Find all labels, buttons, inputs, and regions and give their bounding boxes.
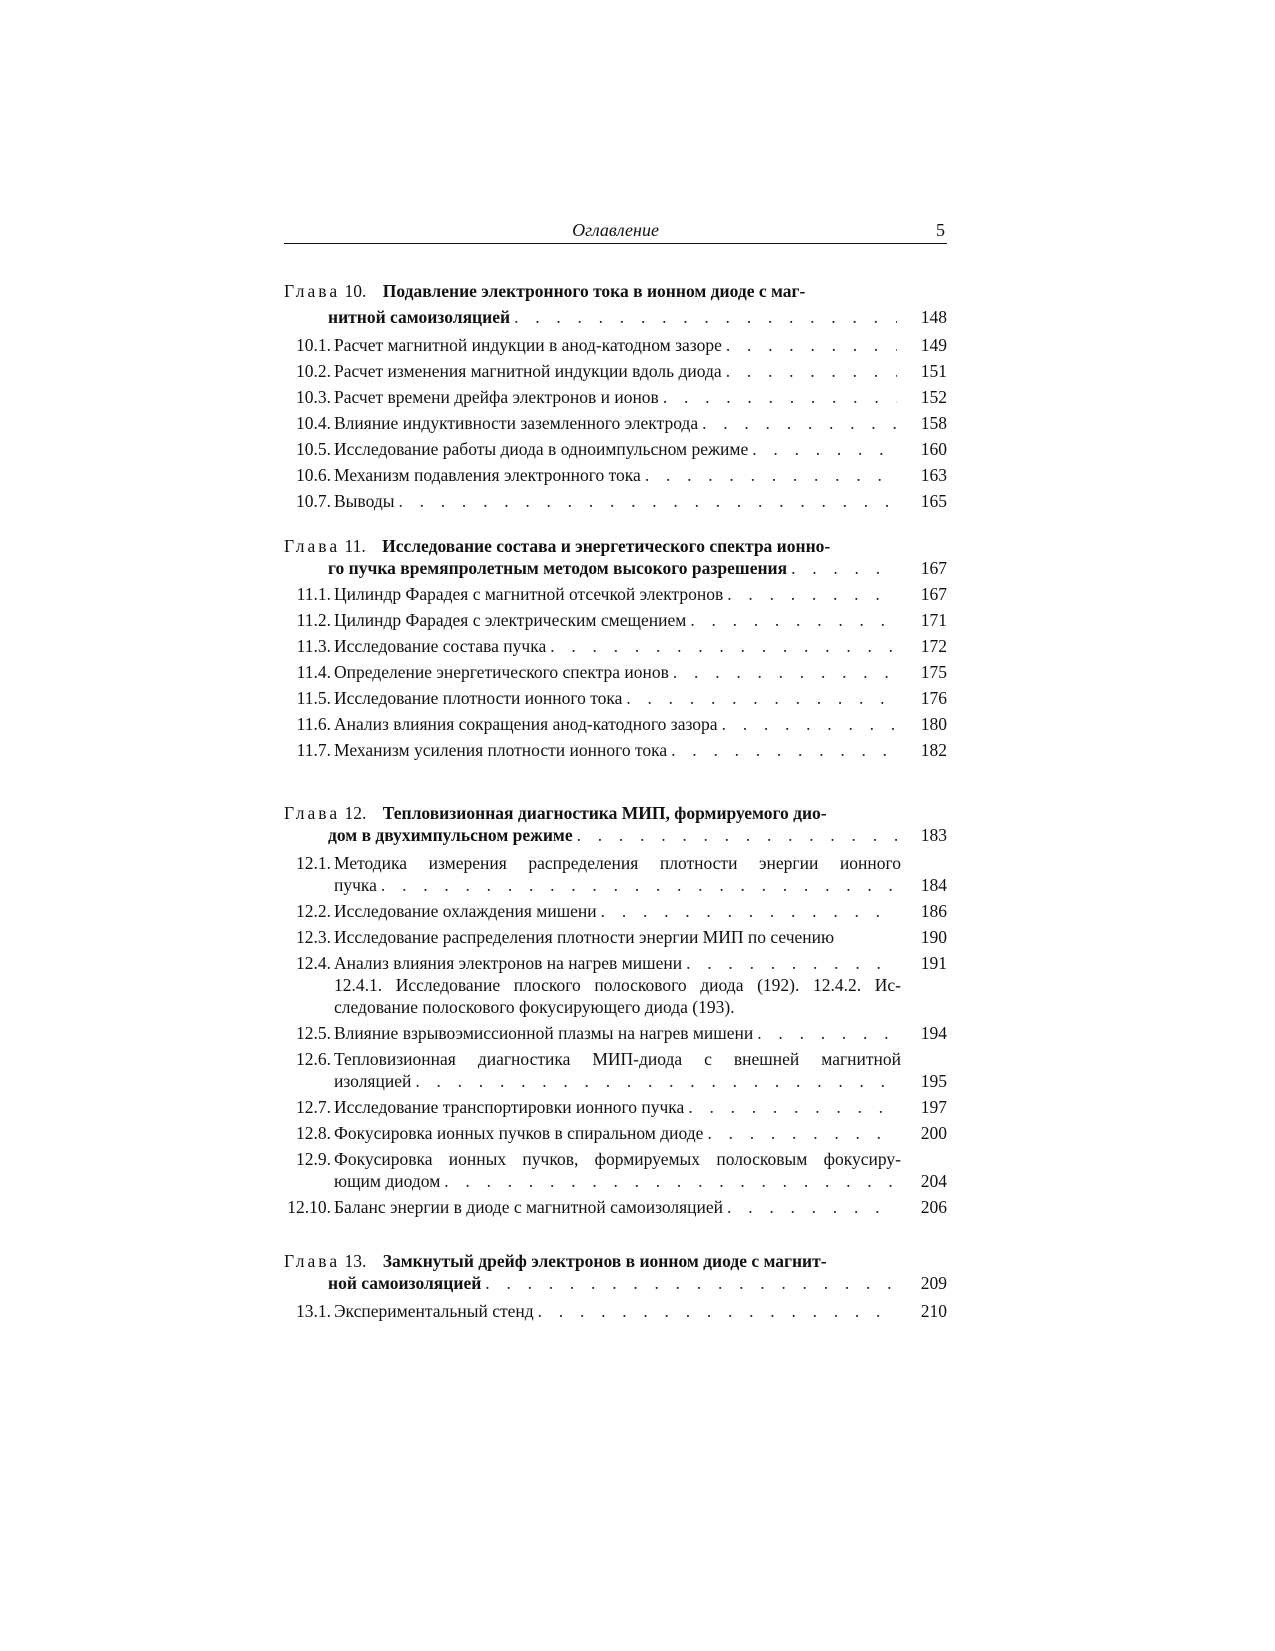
leader-dots [550,635,897,657]
section-title: Анализ влияния сокращения анод-катодного зазора [334,714,718,734]
leader-dots [514,306,897,328]
leader-dots [757,1022,897,1044]
section-title: Расчет времени дрейфа электронов и ионов [334,387,659,407]
leader-dots [415,1070,897,1092]
section-title: Исследование плотности ионного тока [334,688,623,708]
section-page: 197 [920,1097,947,1117]
chapter-label: Глава [284,803,341,823]
section-title: Баланс энергии в диоде с магнитной самоизоляцией [334,1197,724,1217]
toc-chapter-12[interactable] [284,802,947,1222]
section-number: 12.8. [296,1123,331,1143]
toc-section[interactable] [284,926,947,952]
chapter-number: 13. [344,1251,367,1271]
chapter-page: 167 [920,558,947,578]
toc-section[interactable] [284,1148,947,1170]
chapter-number: 12. [344,803,367,823]
section-page: 191 [920,953,947,973]
section-number: 10.1. [296,335,331,355]
leader-dots [398,490,897,512]
section-page: 200 [920,1123,947,1143]
section-title: Исследование охлаждения мишени [334,901,597,921]
section-title: Экспериментальный стенд [334,1301,534,1321]
toc-section[interactable] [284,635,947,661]
chapter-title-line1: Подавление электронного тока в ионном диоде с маг- [382,281,806,301]
section-number: 10.5. [296,439,331,459]
toc-section[interactable] [284,1196,947,1222]
section-number: 11.5. [296,688,331,708]
leader-dots [727,1196,897,1218]
section-page: 182 [920,740,947,760]
section-number: 13.1. [296,1301,331,1321]
leader-dots [727,583,897,605]
header-rule [284,243,947,244]
section-number: 12.4. [296,953,331,973]
leader-dots [381,874,897,896]
section-number: 12.1. [296,853,331,873]
leader-dots [726,334,897,356]
section-page: 176 [920,688,947,708]
section-number: 10.7. [296,491,331,511]
section-title: Фокусировка ионных пучков, формируемых полосковым фокусиру- [334,1149,901,1169]
toc-section[interactable] [284,739,947,765]
page-number: 5 [936,220,945,240]
section-title: Механизм подавления электронного тока [334,465,641,485]
toc-section[interactable] [284,334,947,360]
section-page: 186 [920,901,947,921]
section-page: 184 [920,875,947,895]
chapter-heading-line1 [284,535,947,557]
toc-section[interactable] [284,713,947,739]
leader-dots [722,713,897,735]
section-number: 12.3. [296,927,331,947]
section-number: 11.1. [296,584,331,604]
leader-dots [726,360,897,382]
section-page: 180 [920,714,947,734]
chapter-heading-line1 [284,802,947,824]
leader-dots [752,438,897,460]
section-number: 11.3. [296,636,331,656]
section-page: 165 [920,491,947,511]
leader-dots [485,1272,897,1294]
leader-dots [444,1170,897,1192]
section-number: 12.5. [296,1023,331,1043]
toc-section[interactable] [284,412,947,438]
toc-section[interactable] [284,438,947,464]
section-page: 210 [920,1301,947,1321]
toc-section[interactable] [284,1048,947,1070]
section-number: 10.4. [296,413,331,433]
section-title: Анализ влияния электронов на нагрев мишени [334,953,683,973]
chapter-heading-line1 [284,1250,947,1272]
subsection-list-line2: следование полоскового фокусирующего диода (193). [334,997,735,1017]
section-title: Исследование состава пучка [334,636,547,656]
section-number: 10.6. [296,465,331,485]
chapter-heading-line2 [284,1272,947,1300]
running-header [284,218,947,242]
section-page: 171 [920,610,947,630]
section-number: 12.7. [296,1097,331,1117]
section-number: 12.6. [296,1049,331,1069]
section-page: 172 [920,636,947,656]
section-title: Расчет магнитной индукции в анод-катодном зазоре [334,335,722,355]
section-title: Расчет изменения магнитной индукции вдоль диода [334,361,722,381]
chapter-label: Глава [284,1251,341,1271]
section-title: Методика измерения распределения плотности энергии ионного [334,853,901,873]
section-page: 152 [920,387,947,407]
section-number: 11.7. [296,740,331,760]
chapter-title-line2: нитной самоизоляцией [328,307,511,327]
toc-chapter-13[interactable] [284,1250,947,1326]
chapter-page: 183 [920,825,947,845]
leader-dots [626,687,897,709]
toc-section[interactable] [284,609,947,635]
leader-dots [645,464,897,486]
section-title: Влияние взрывоэмиссионной плазмы на нагрев мишени [334,1023,754,1043]
leader-dots [688,1096,897,1118]
section-page: 194 [920,1023,947,1043]
toc-section-continuation [284,1070,947,1096]
toc-section[interactable] [284,852,947,874]
toc-section[interactable] [284,360,947,386]
toc-section[interactable] [284,661,947,687]
section-title: Цилиндр Фарадея с магнитной отсечкой электронов [334,584,724,604]
chapter-title-line2: го пучка времяпролетным методом высокого разрешения [328,558,788,578]
chapter-title-line2: ной самоизоляцией [328,1273,482,1293]
section-number: 10.2. [296,361,331,381]
section-title: Тепловизионная диагностика МИП-диода с внешней магнитной [334,1049,901,1069]
chapter-page: 148 [920,307,947,327]
section-page: 149 [920,335,947,355]
chapter-title-line1: Замкнутый дрейф электронов в ионном диоде с магнит- [382,1251,827,1271]
toc-section[interactable] [284,1022,947,1048]
toc-section[interactable] [284,386,947,412]
section-page: 158 [920,413,947,433]
section-page: 163 [920,465,947,485]
leader-dots [690,609,897,631]
chapter-title-line2: дом в двухимпульсном режиме [328,825,573,845]
section-number: 11.6. [296,714,331,734]
chapter-label: Глава [284,281,341,301]
section-title: Фокусировка ионных пучков в спиральном диоде [334,1123,704,1143]
section-title-line2: изоляцией [334,1071,412,1091]
toc-section[interactable] [284,583,947,609]
chapter-number: 10. [344,281,367,301]
leader-dots [686,952,897,974]
section-page: 160 [920,439,947,459]
toc-section[interactable] [284,687,947,713]
section-title: Исследование работы диода в одноимпульсном режиме [334,439,749,459]
leader-dots [663,386,897,408]
toc-section[interactable] [284,464,947,490]
toc-section[interactable] [284,1300,947,1326]
toc-chapter-10[interactable] [284,280,947,516]
section-title: Определение энергетического спектра ионов [334,662,669,682]
leader-dots [601,900,897,922]
chapter-page: 209 [920,1273,947,1293]
section-number: 12.10. [287,1197,331,1217]
chapter-label: Глава [284,536,341,556]
chapter-title-line1: Тепловизионная диагностика МИП, формируемого дио- [382,803,827,823]
toc-section[interactable] [284,490,947,516]
section-title: Механизм усиления плотности ионного тока [334,740,668,760]
leader-dots [577,824,897,846]
leader-dots [702,412,897,434]
toc-section[interactable] [284,952,947,974]
leader-dots [791,557,897,579]
section-number: 12.2. [296,901,331,921]
section-page: 206 [920,1197,947,1217]
toc-section[interactable] [284,900,947,926]
toc-section-continuation [284,1170,947,1196]
leader-dots [707,1122,897,1144]
chapter-heading-line1 [284,280,947,306]
section-page: 190 [920,927,947,947]
chapter-title-line1: Исследование состава и энергетического спектра ионно- [382,536,831,556]
section-title: Исследование транспортировки ионного пучка [334,1097,685,1117]
section-number: 11.2. [296,610,331,630]
section-page: 167 [920,584,947,604]
toc-chapter-11[interactable] [284,535,947,765]
toc-section[interactable] [284,1096,947,1122]
section-title: Влияние индуктивности заземленного электрода [334,413,699,433]
toc-section-continuation [284,874,947,900]
chapter-heading-line2 [284,824,947,852]
running-header-title: Оглавление [572,220,659,240]
toc-section[interactable] [284,1122,947,1148]
section-title-line2: ющим диодом [334,1171,441,1191]
section-number: 11.4. [296,662,331,682]
chapter-number: 11. [344,536,366,556]
section-page: 204 [920,1171,947,1191]
chapter-heading-line2 [284,306,947,334]
chapter-heading-line2 [284,557,947,583]
leader-dots [673,661,897,683]
section-page: 195 [920,1071,947,1091]
section-title: Исследование распределения плотности энергии МИП по сечению [334,927,835,947]
subsection-list-line1: 12.4.1. Исследование плоского полоскового диода (192). 12.4.2. Ис- [334,975,901,995]
section-title-line2: пучка [334,875,377,895]
section-title: Цилиндр Фарадея с электрическим смещением [334,610,687,630]
leader-dots [538,1300,897,1322]
section-title: Выводы [334,491,395,511]
section-page: 151 [920,361,947,381]
leader-dots [671,739,897,761]
section-page: 175 [920,662,947,682]
section-number: 10.3. [296,387,331,407]
section-number: 12.9. [296,1149,331,1169]
